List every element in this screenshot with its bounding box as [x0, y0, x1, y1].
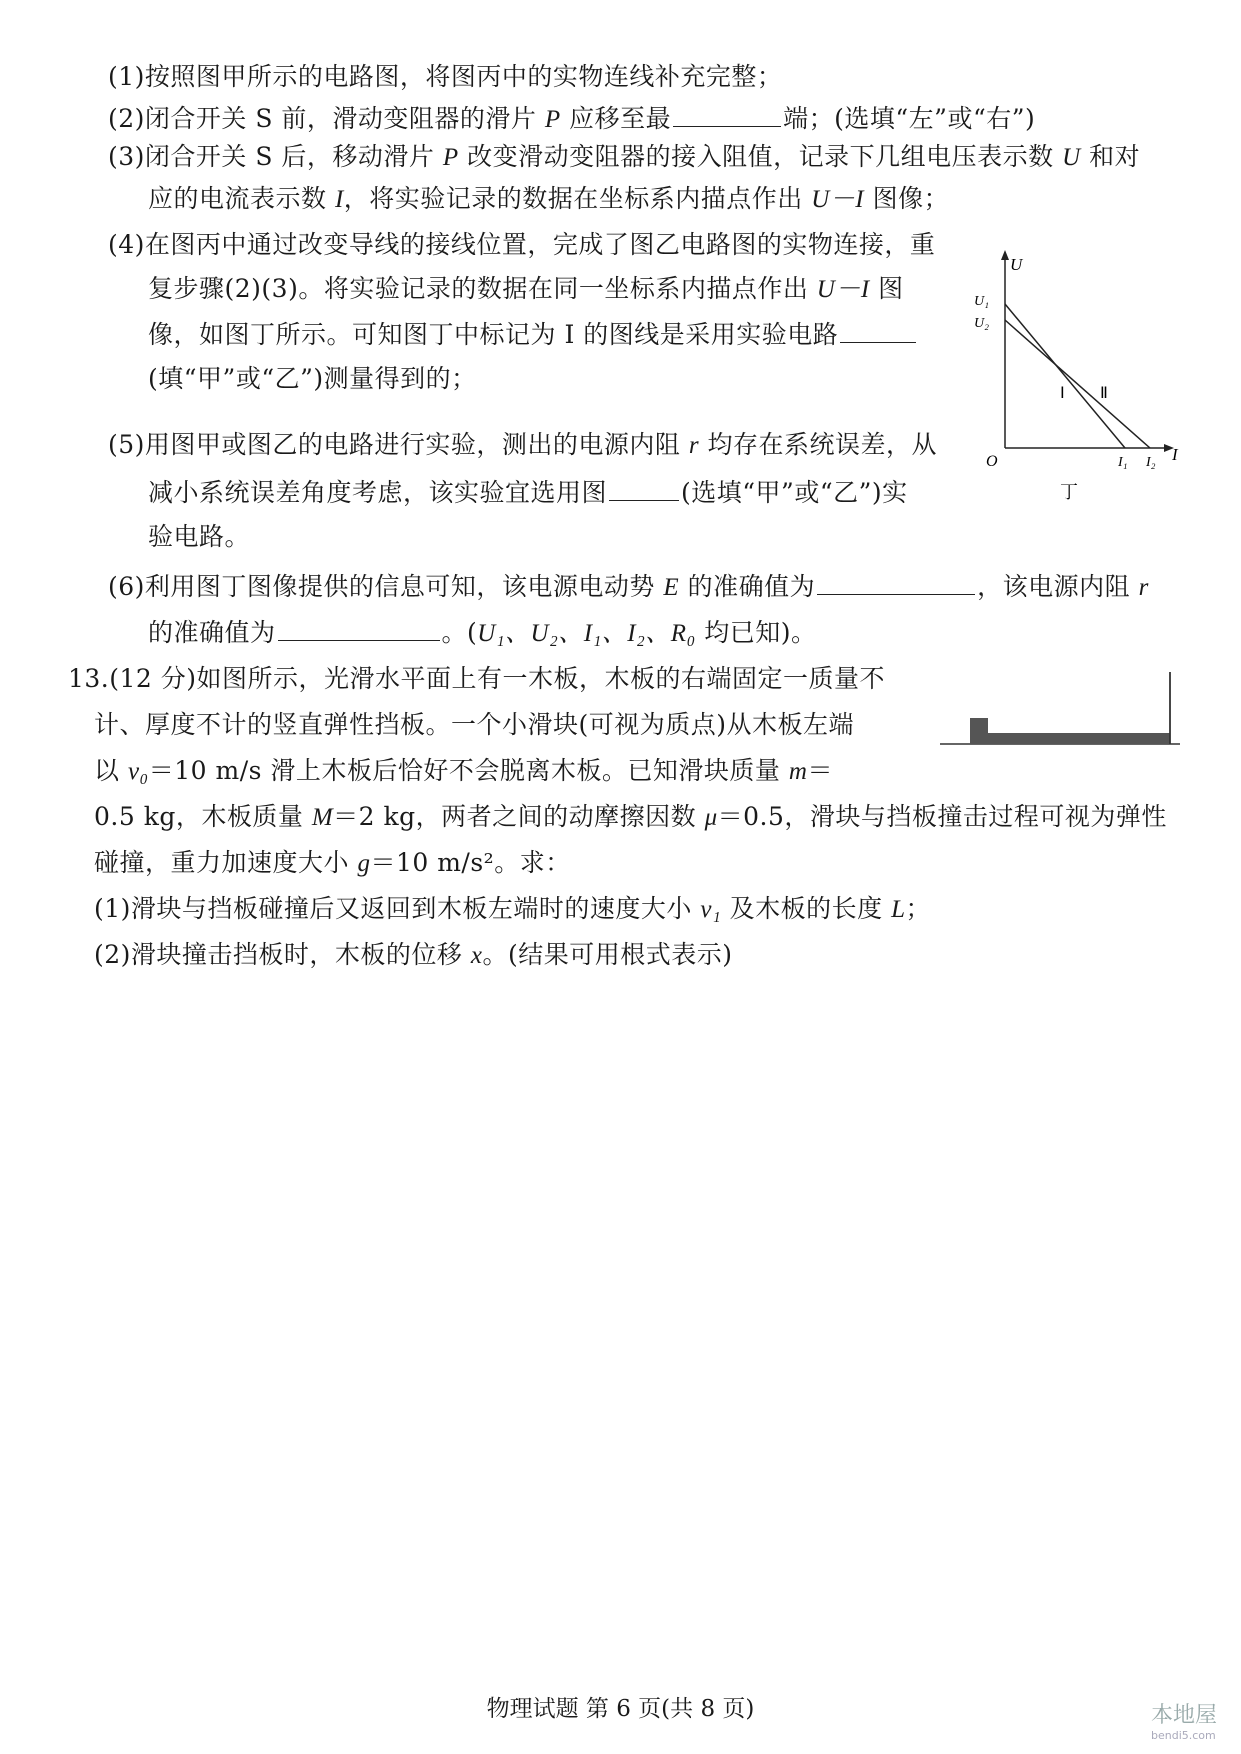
- item-4-line3: 像，如图丁所示。可知图丁中标记为 Ⅰ 的图线是采用实验电路: [148, 316, 918, 352]
- q13-line4: 0.5 kg，木板质量 M＝2 kg，两者之间的动摩擦因数 μ＝0.5，滑块与挡板撞击过程可视为弹性: [94, 802, 1167, 831]
- i2-label: I₂: [1146, 455, 1156, 470]
- board-diagram: [940, 672, 1190, 752]
- item-4-line4: (填“甲”或“乙”)测量得到的；: [148, 364, 477, 393]
- i-axis-label: I: [1172, 445, 1178, 464]
- item-2: (2)闭合开关 S 前，滑动变阻器的滑片 P 应移至最 端；(选填“左”或“右”): [108, 100, 1035, 137]
- u-i-graph: [960, 248, 1190, 518]
- origin-label: O: [986, 453, 998, 470]
- item-5-line2: 减小系统误差角度考虑，该实验宜选用图 (选填“甲”或“乙”)实: [148, 474, 908, 510]
- graph-caption: 丁: [1060, 482, 1078, 502]
- item-4-line2: 复步骤(2)(3)。将实验记录的数据在同一坐标系内描点作出 U－I 图: [148, 274, 904, 303]
- slider-block: [970, 718, 988, 733]
- q13-line2: 计、厚度不计的竖直弹性挡板。一个小滑块(可视为质点)从木板左端: [94, 710, 855, 739]
- line-ii: [1005, 320, 1150, 448]
- q13-line5: 碰撞，重力加速度大小 g＝10 m/s²。求：: [94, 848, 571, 877]
- item-3-line2: 应的电流表示数 I，将实验记录的数据在坐标系内描点作出 U－I 图像；: [148, 184, 950, 213]
- line-i: [1005, 304, 1125, 448]
- u-axis-arrow: [1001, 250, 1009, 260]
- u-axis-label: U: [1010, 255, 1023, 274]
- answer-blank[interactable]: [840, 316, 916, 343]
- watermark: 本地屋 bendi5.com: [1150, 1703, 1217, 1742]
- u1-label: U₁: [974, 294, 989, 309]
- item-6-line2: 的准确值为 。(U₁、U₂、I₁、I₂、R₀ 均已知)。: [148, 614, 816, 651]
- item-1: (1)按照图甲所示的电路图，将图丙中的实物连线补充完整；: [108, 62, 783, 91]
- item-5-line3: 验电路。: [148, 522, 251, 551]
- q13-line3: 以 v₀＝10 m/s 滑上木板后恰好不会脱离木板。已知滑块质量 m＝: [94, 756, 833, 785]
- answer-blank[interactable]: [278, 614, 440, 641]
- answer-blank[interactable]: [817, 568, 975, 595]
- q13-sub1: (1)滑块与挡板碰撞后又返回到木板左端时的速度大小 v₁ 及木板的长度 L；: [94, 894, 931, 923]
- q13-sub2: (2)滑块撞击挡板时，木板的位移 x。(结果可用根式表示): [94, 940, 733, 969]
- answer-blank[interactable]: [673, 100, 781, 127]
- answer-blank[interactable]: [609, 474, 679, 501]
- item-3-line1: (3)闭合开关 S 后，移动滑片 P 改变滑动变阻器的接入阻值，记录下几组电压表示数 U 和对: [108, 142, 1141, 171]
- line-i-label: Ⅰ: [1060, 385, 1065, 402]
- line-ii-label: Ⅱ: [1100, 385, 1108, 402]
- q13-line1: 13.(12 分)如图所示，光滑水平面上有一木板，木板的右端固定一质量不: [68, 664, 886, 693]
- item-6-line1: (6)利用图丁图像提供的信息可知，该电源电动势 E 的准确值为 ，该电源内阻 r: [108, 568, 1149, 605]
- i1-label: I₁: [1118, 455, 1128, 470]
- u2-label: U₂: [974, 316, 989, 331]
- page-footer: 物理试题 第 6 页(共 8 页): [486, 1696, 755, 1722]
- wooden-board: [970, 733, 1170, 744]
- item-4-line1: (4)在图丙中通过改变导线的接线位置，完成了图乙电路图的实物连接，重: [108, 230, 936, 259]
- item-5-line1: (5)用图甲或图乙的电路进行实验，测出的电源内阻 r 均存在系统误差，从: [108, 430, 938, 459]
